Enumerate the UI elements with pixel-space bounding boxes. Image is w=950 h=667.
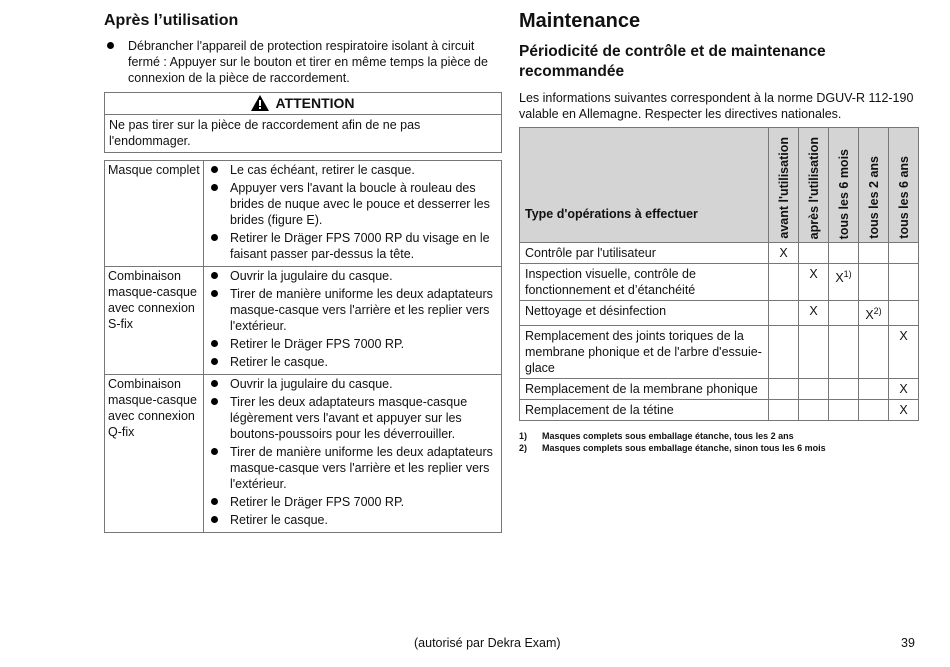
table-row: [520, 400, 919, 421]
interval-header: tous les 6 mois: [829, 128, 859, 243]
list-item: [208, 180, 498, 228]
interval-header: avant l'utilisation: [769, 128, 799, 243]
table-row: [520, 264, 919, 301]
interval-cell: [889, 243, 919, 264]
table-row: [105, 375, 502, 533]
interval-cell: [829, 264, 859, 301]
attention-body: Ne pas tirer sur la pièce de raccordement afin de ne pas l'endommager.: [109, 118, 421, 148]
bullet-icon: [211, 272, 218, 279]
list-item: [208, 268, 498, 284]
interval-header: après l'utilisation: [799, 128, 829, 243]
type-header: Type d'opérations à effectuer: [520, 128, 769, 243]
interval-cell: [859, 379, 889, 400]
footnote-number: 2): [519, 443, 528, 454]
interval-cell: [799, 400, 829, 421]
bullet-icon: [211, 234, 218, 241]
footnote-ref: 1): [843, 269, 852, 279]
list-item-text: Le cas échéant, retirer le casque.: [230, 163, 415, 177]
list-item-text: Retirer le Dräger FPS 7000 RP.: [230, 337, 405, 351]
bullet-icon: [211, 358, 218, 365]
footnote: [519, 430, 919, 442]
interval-cell: [889, 301, 919, 326]
operation-label: Nettoyage et désinfection: [520, 301, 769, 326]
bullet-icon: [211, 398, 218, 405]
footnote-text: Masques complets sous emballage étanche, tous les 2 ans: [542, 431, 794, 442]
interval-header: tous les 6 ans: [889, 128, 919, 243]
bullet-icon: [211, 380, 218, 387]
attention-label: ATTENTION: [275, 95, 355, 111]
interval-cell: [889, 400, 919, 421]
list-item: [208, 336, 498, 352]
interval-mark: X: [899, 329, 908, 344]
table-row: [520, 243, 919, 264]
section-subtitle: Périodicité de contrôle et de maintenance recommandée: [519, 43, 826, 80]
interval-mark: X: [809, 304, 818, 318]
disconnect-instruction-text: Débrancher l'appareil de protection respiratoire isolant à circuit fermé : Appuyer sur le bouton et tirer en même temps la pièce de connexion de la pièce de raccordement.: [128, 39, 488, 85]
interval-cell: [859, 301, 889, 326]
interval-cell: [799, 264, 829, 301]
interval-mark: X: [779, 246, 788, 260]
table-row: [520, 379, 919, 400]
page-title: Maintenance: [519, 10, 641, 32]
right-column: [519, 10, 919, 454]
list-item-text: Appuyer vers l'avant la boucle à rouleau des brides de nuque avec le pouce et desserrer les brides (figure E).: [230, 181, 490, 227]
disconnect-instruction: [104, 38, 502, 86]
row-steps: [204, 161, 502, 267]
table-row: [105, 161, 502, 267]
page-number: 39: [901, 636, 915, 650]
left-column: [104, 12, 502, 533]
maintenance-header-row: [520, 128, 919, 243]
list-item-text: Ouvrir la jugulaire du casque.: [230, 377, 393, 391]
interval-mark: X: [865, 308, 874, 323]
interval-cell: [799, 379, 829, 400]
interval-cell: [859, 243, 889, 264]
list-item: [208, 376, 498, 392]
list-item-text: Retirer le Dräger FPS 7000 RP du visage en le faisant passer par-dessus la tête.: [230, 231, 490, 261]
interval-mark: X: [899, 403, 908, 418]
interval-cell: [889, 264, 919, 301]
row-label: Combinaison masque-casque avec connexion S-fix: [105, 267, 204, 375]
footnote-number: 1): [519, 431, 528, 442]
bullet-icon: [107, 42, 114, 49]
interval-cell: [829, 379, 859, 400]
interval-cell: [769, 301, 799, 326]
bullet-icon: [211, 184, 218, 191]
list-item-text: Tirer de manière uniforme les deux adaptateurs masque-casque vers l'arrière et les replier vers l'extérieur.: [230, 287, 493, 333]
list-item-text: Retirer le casque.: [230, 513, 328, 527]
interval-cell: [829, 400, 859, 421]
bullet-icon: [211, 166, 218, 173]
interval-header: tous les 2 ans: [859, 128, 889, 243]
operation-label: Remplacement de la tétine: [520, 400, 769, 421]
interval-cell: [889, 326, 919, 379]
interval-cell: [829, 243, 859, 264]
row-label: Combinaison masque-casque avec connexion Q-fix: [105, 375, 204, 533]
bullet-icon: [211, 290, 218, 297]
bullet-icon: [211, 498, 218, 505]
attention-header: [105, 93, 501, 115]
approval-caption: (autorisé par Dekra Exam): [414, 636, 561, 650]
interval-cell: [769, 264, 799, 301]
interval-cell: [799, 326, 829, 379]
interval-cell: [829, 326, 859, 379]
list-item: [208, 512, 498, 528]
interval-mark: X: [809, 267, 818, 281]
interval-cell: [859, 326, 889, 379]
operation-label: Inspection visuelle, contrôle de fonctionnement et d’étanchéité: [520, 264, 769, 301]
bullet-icon: [211, 340, 218, 347]
list-item: [208, 286, 498, 334]
intro-paragraph: Les informations suivantes correspondent à la norme DGUV-R 112-190 valable en Allemagne. Respecter les directives nationales.: [519, 91, 914, 121]
list-item-text: Retirer le Dräger FPS 7000 RP.: [230, 495, 405, 509]
interval-mark: X: [835, 271, 844, 286]
list-item: [208, 444, 498, 492]
interval-cell: [829, 301, 859, 326]
list-item: [208, 394, 498, 442]
row-label: Masque complet: [105, 161, 204, 267]
interval-cell: [799, 301, 829, 326]
interval-cell: [859, 264, 889, 301]
table-row: [520, 301, 919, 326]
removal-procedure-table: [104, 160, 502, 533]
footnote: [519, 442, 919, 454]
list-item: [208, 354, 498, 370]
bullet-icon: [211, 448, 218, 455]
maintenance-table: [519, 127, 919, 421]
interval-cell: [769, 243, 799, 264]
interval-cell: [769, 379, 799, 400]
footnote-ref: 2): [873, 306, 882, 316]
list-item-text: Tirer les deux adaptateurs masque-casque légèrement vers l'avant et appuyer sur les boutons-poussoirs pour les déverrouiller.: [230, 395, 468, 441]
list-item-text: Ouvrir la jugulaire du casque.: [230, 269, 393, 283]
interval-cell: [859, 400, 889, 421]
footnote-text: Masques complets sous emballage étanche, sinon tous les 6 mois: [542, 443, 826, 454]
interval-cell: [769, 326, 799, 379]
operation-label: Contrôle par l'utilisateur: [520, 243, 769, 264]
interval-mark: X: [899, 382, 908, 397]
operation-label: Remplacement des joints toriques de la membrane phonique et de l'arbre d'essuie-glace: [520, 326, 769, 379]
list-item-text: Retirer le casque.: [230, 355, 328, 369]
attention-box: [104, 92, 502, 153]
interval-cell: [799, 243, 829, 264]
interval-cell: [769, 400, 799, 421]
operation-label: Remplacement de la membrane phonique: [520, 379, 769, 400]
footnotes: [519, 430, 919, 454]
row-steps: [204, 267, 502, 375]
row-steps: [204, 375, 502, 533]
table-row: [105, 267, 502, 375]
section-heading-after-use: Après l’utilisation: [104, 12, 239, 29]
list-item: [208, 230, 498, 262]
list-item: [208, 162, 498, 178]
warning-triangle-icon: [251, 95, 269, 111]
list-item: [208, 494, 498, 510]
interval-cell: [889, 379, 919, 400]
bullet-icon: [211, 516, 218, 523]
table-row: [520, 326, 919, 379]
list-item-text: Tirer de manière uniforme les deux adaptateurs masque-casque vers l'arrière et les replier vers l'extérieur.: [230, 445, 493, 491]
